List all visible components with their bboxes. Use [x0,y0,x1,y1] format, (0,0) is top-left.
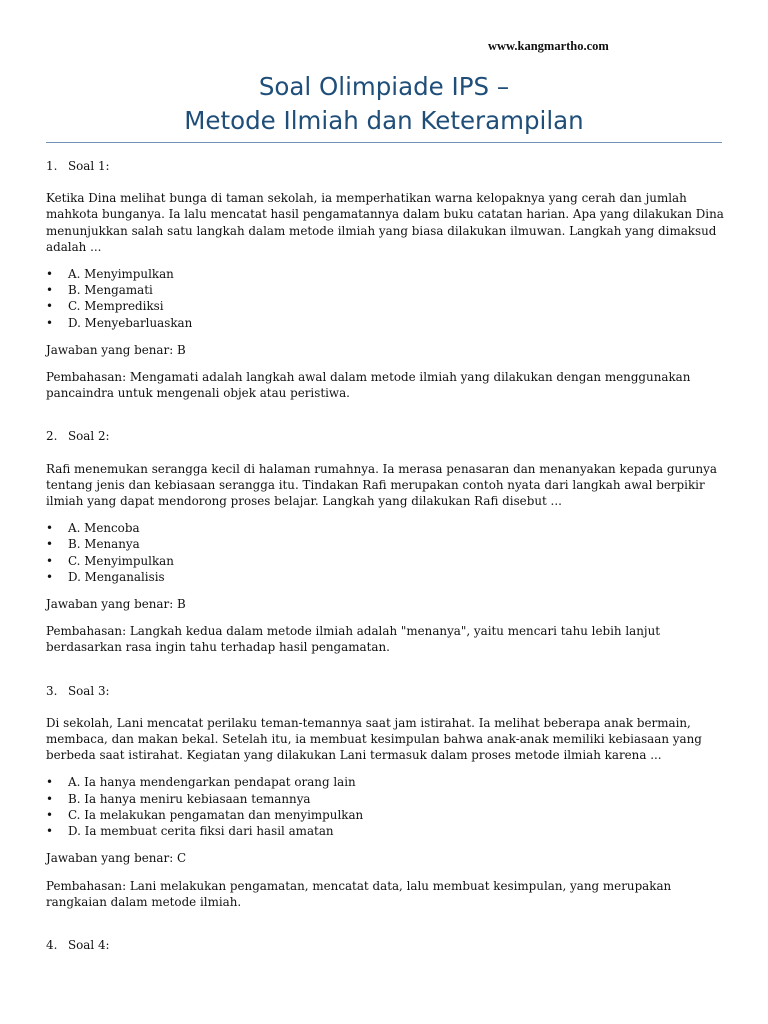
question-3 [46,683,726,910]
question-4 [46,937,726,953]
question-number: 3. [46,683,58,698]
title-divider [46,142,722,143]
bullet-icon: • [46,267,54,282]
option-item [46,553,726,569]
bullet-icon: • [46,521,54,536]
question-text: Rafi menemukan serangga kecil di halaman rumahnya. Ia merasa penasaran dan menanyakan kepada gurunya tentang jenis dan kebiasaan serangga itu. Tindakan Rafi merupakan contoh nyata dari langkah awal berpikir ilmiah yang dapat mendorong proses belajar. Langkah yang dilakukan Rafi disebut ... [46,461,717,509]
explanation: Pembahasan: Langkah kedua dalam metode ilmiah adalah "menanya", yaitu mencari tahu lebih lanjut berdasarkan rasa ingin tahu terhadap hasil pengamatan. [46,624,661,655]
option-text: D. Menganalisis [68,569,165,584]
question-heading [46,158,726,174]
option-list [46,774,726,839]
question-2 [46,428,726,655]
question-label: Soal 1: [68,159,110,173]
question-label: Soal 3: [68,683,110,698]
option-text: B. Menanya [68,537,140,552]
bullet-icon: • [46,775,54,790]
option-text: D. Menyebarluaskan [68,315,193,330]
option-text: A. Mencoba [68,521,140,536]
site-url[interactable]: www.kangmartho.com [488,39,609,53]
option-item [46,823,726,839]
option-text: C. Memprediksi [68,299,164,314]
option-text: A. Ia hanya mendengarkan pendapat orang lain [68,775,356,790]
question-heading [46,683,726,699]
option-item [46,520,726,536]
option-text: D. Ia membuat cerita fiksi dari hasil amatan [68,824,334,839]
bullet-icon: • [46,299,54,314]
option-item [46,774,726,790]
bullet-icon: • [46,315,54,330]
option-item [46,791,726,807]
explanation: Pembahasan: Lani melakukan pengamatan, mencatat data, lalu membuat kesimpulan, yang merupakan rangkaian dalam metode ilmiah. [46,878,672,909]
question-text: Ketika Dina melihat bunga di taman sekolah, ia memperhatikan warna kelopaknya yang cerah dan jumlah mahkota bunganya. Ia lalu mencatat hasil pengamatannya dalam buku catatan harian. Apa yang dilakukan Dina menunjukkan salah satu langkah dalam metode ilmiah yang biasa dilakukan ilmuwan. Langkah yang dimaksud adalah ... [46,191,724,254]
option-list [46,520,726,585]
question-label: Soal 4: [68,937,110,952]
bullet-icon: • [46,537,54,552]
question-heading [46,428,726,444]
bullet-icon: • [46,553,54,568]
correct-answer: Jawaban yang benar: B [46,342,186,357]
question-number: 1. [46,159,58,173]
bullet-icon: • [46,283,54,298]
option-item [46,282,726,298]
title-line-1: Soal Olimpiade IPS – [258,72,510,101]
bullet-icon: • [46,807,54,822]
option-text: C. Ia melakukan pengamatan dan menyimpulkan [68,807,364,822]
option-list [46,266,726,331]
correct-answer: Jawaban yang benar: C [46,851,187,866]
bullet-icon: • [46,791,54,806]
option-item [46,266,726,282]
option-item [46,315,726,331]
option-text: C. Menyimpulkan [68,553,174,568]
question-heading [46,937,726,953]
questions-content [46,158,726,969]
question-text: Di sekolah, Lani mencatat perilaku teman-temannya saat jam istirahat. Ia melihat beberapa anak bermain, membaca, dan makan bekal. Setelah itu, ia membuat kesimpulan bahwa anak-anak memiliki kebiasaan yang berbeda saat istirahat. Kegiatan yang dilakukan Lani termasuk dalam proses metode ilmiah karena ... [46,715,702,763]
title-line-2: Metode Ilmiah dan Keterampilan [184,106,584,135]
page-title [46,70,722,138]
explanation: Pembahasan: Mengamati adalah langkah awal dalam metode ilmiah yang dilakukan dengan menggunakan pancaindra untuk mengenali objek atau peristiwa. [46,370,691,401]
question-1 [46,158,726,401]
option-item [46,569,726,585]
option-item [46,536,726,552]
question-number: 2. [46,429,58,444]
option-item [46,807,726,823]
question-number: 4. [46,937,58,952]
correct-answer: Jawaban yang benar: B [46,597,186,612]
bullet-icon: • [46,824,54,839]
option-text: A. Menyimpulkan [68,267,174,282]
question-label: Soal 2: [68,429,110,444]
bullet-icon: • [46,569,54,584]
option-text: B. Ia hanya meniru kebiasaan temannya [68,791,311,806]
option-item [46,298,726,314]
option-text: B. Mengamati [68,283,153,298]
